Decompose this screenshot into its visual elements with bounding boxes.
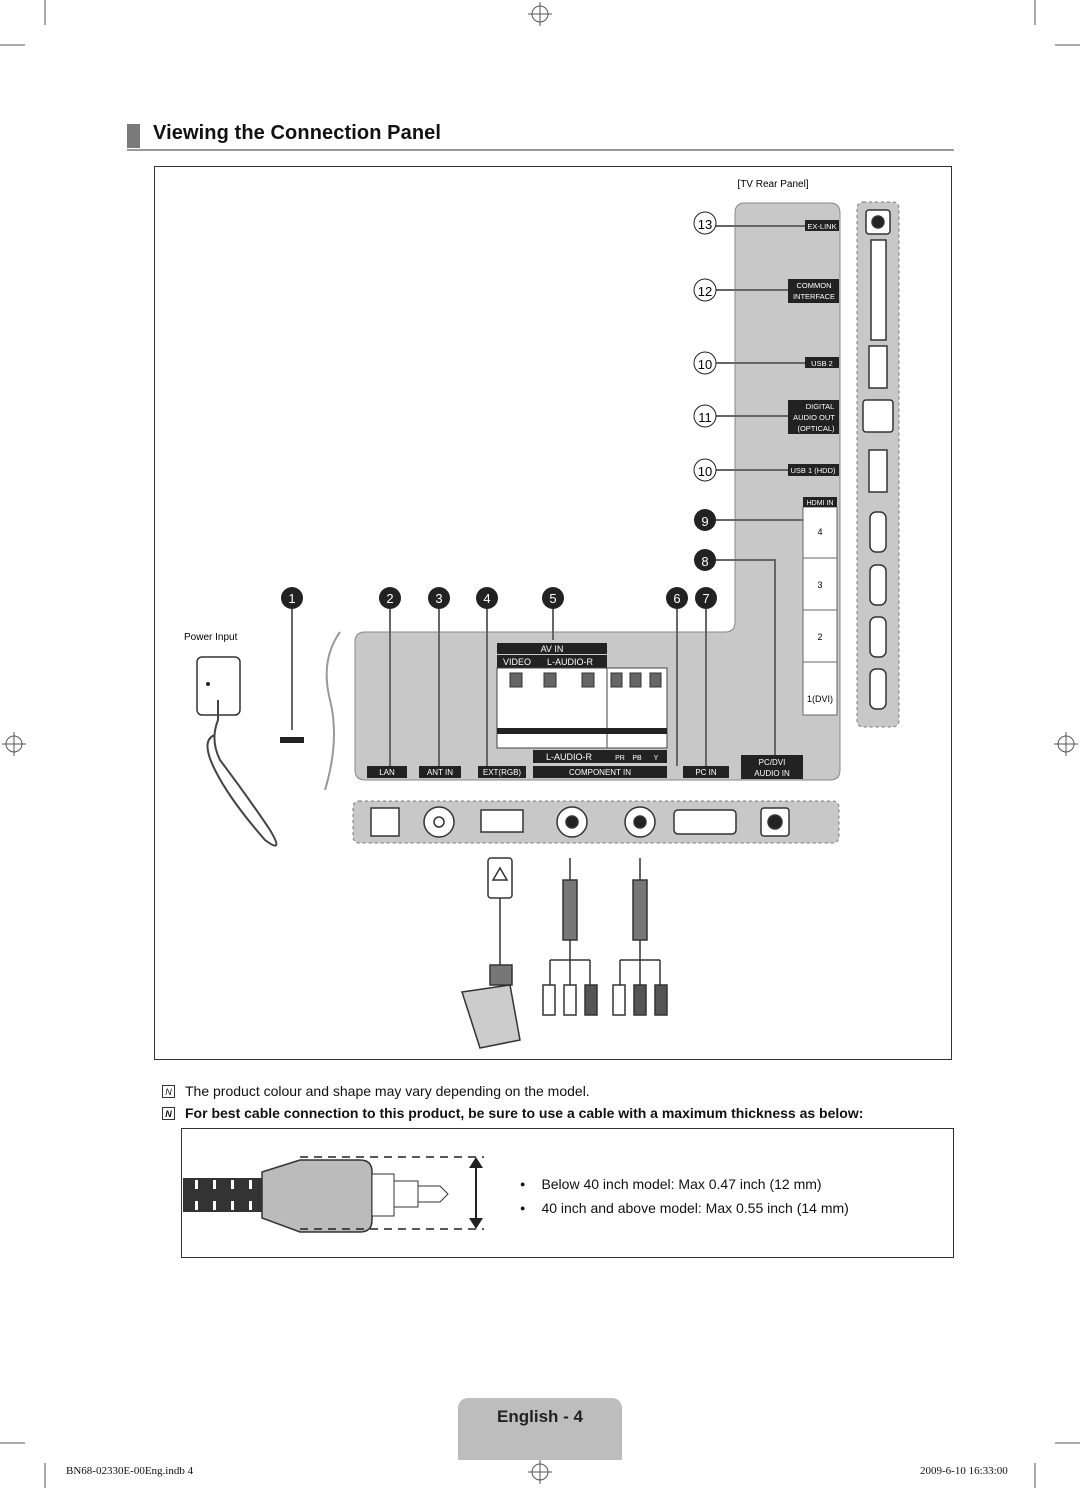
callout-9: 9 [701, 514, 709, 529]
hdmi-1-dvi-label: 1(DVI) [806, 694, 834, 704]
callout-12: 12 [697, 284, 713, 299]
ex-link-label: EX-LINK [807, 222, 837, 231]
callout-1: 1 [288, 591, 296, 606]
cable-spec-list [520, 1173, 849, 1221]
hdmi-column [803, 507, 837, 715]
hdmi3-port-icon [870, 565, 886, 605]
note-colour-shape [162, 1083, 590, 1099]
ext-rgb-label: EXT(RGB) [482, 768, 522, 777]
tv-rear-panel-label: [TV Rear Panel] [737, 179, 809, 190]
audio-out-label: AUDIO OUT [793, 413, 835, 422]
pc-dvi-label: PC/DVI [758, 758, 786, 767]
video-label: VIDEO [502, 657, 532, 667]
callout-5: 5 [549, 591, 557, 606]
callout-3: 3 [435, 591, 443, 606]
pr-label: PR [615, 755, 625, 762]
optical-label: (OPTICAL) [797, 424, 835, 433]
callout-2: 2 [386, 591, 394, 606]
page-number-tab: English - 4 [458, 1398, 622, 1460]
callout-10-usb2: 10 [697, 357, 713, 372]
spec-item: ● Below 40 inch model: Max 0.47 inch (12 mm) [520, 1173, 849, 1197]
callout-11: 11 [698, 410, 712, 425]
av-audio-label: L-AUDIO-R [546, 657, 594, 667]
usb2-port-icon [869, 346, 887, 388]
note-text: The product colour and shape may vary depending on the model. [185, 1083, 590, 1099]
callout-4: 4 [483, 591, 491, 606]
note-icon: N [162, 1085, 175, 1098]
hdmi-4-label: 4 [817, 527, 823, 537]
ci-slot-icon [871, 240, 886, 340]
hdmi-in-label: HDMI IN [806, 500, 834, 507]
lan-port-icon [371, 808, 399, 836]
component-in-label: COMPONENT IN [568, 768, 632, 777]
print-file-name: BN68-02330E-00Eng.indb 4 [66, 1465, 194, 1477]
hdmi2-port-icon [870, 617, 886, 657]
note-cable-thickness [162, 1105, 863, 1121]
hdmi4-port-icon [870, 512, 886, 552]
y-label: Y [653, 755, 659, 762]
spec-item: ● 40 inch and above model: Max 0.55 inch (14 mm) [520, 1197, 849, 1221]
lan-label: LAN [379, 768, 395, 777]
usb1-label: USB 1 (HDD) [790, 466, 836, 475]
usb1-port-icon [869, 450, 887, 492]
callout-6: 6 [673, 591, 681, 606]
optical-port-icon [863, 400, 893, 432]
interface-label: INTERFACE [792, 292, 836, 301]
component-audio-label: L-AUDIO-R [545, 752, 593, 762]
pc-in-label: PC IN [695, 768, 717, 777]
callout-8: 8 [701, 554, 709, 569]
hdmi-2-label: 2 [817, 632, 823, 642]
digital-label: DIGITAL [805, 402, 835, 411]
power-cord-icon [208, 700, 277, 846]
dvi-audio-in-label: AUDIO IN [754, 769, 790, 778]
hdmi-3-label: 3 [817, 580, 823, 590]
vga-port-icon [674, 810, 736, 834]
callout-7: 7 [702, 591, 710, 606]
common-label: COMMON [796, 281, 832, 290]
ant-in-label: ANT IN [426, 768, 454, 777]
callout-10-usb1: 10 [697, 464, 713, 479]
usb2-label: USB 2 [811, 359, 833, 368]
av-in-label: AV IN [540, 644, 564, 654]
callout-13: 13 [697, 217, 713, 232]
note-text: For best cable connection to this product, be sure to use a cable with a maximum thickness as below: [185, 1105, 864, 1121]
scart-port-icon [481, 810, 523, 832]
power-input-label: Power Input [184, 632, 238, 643]
hdmi1-port-icon [870, 669, 886, 709]
pb-label: PB [632, 755, 642, 762]
note-icon: N [162, 1107, 175, 1120]
section-title: Viewing the Connection Panel [153, 122, 442, 144]
print-date: 2009-6-10 16:33:00 [920, 1465, 1008, 1477]
adapter-cables-icon [462, 858, 667, 1048]
